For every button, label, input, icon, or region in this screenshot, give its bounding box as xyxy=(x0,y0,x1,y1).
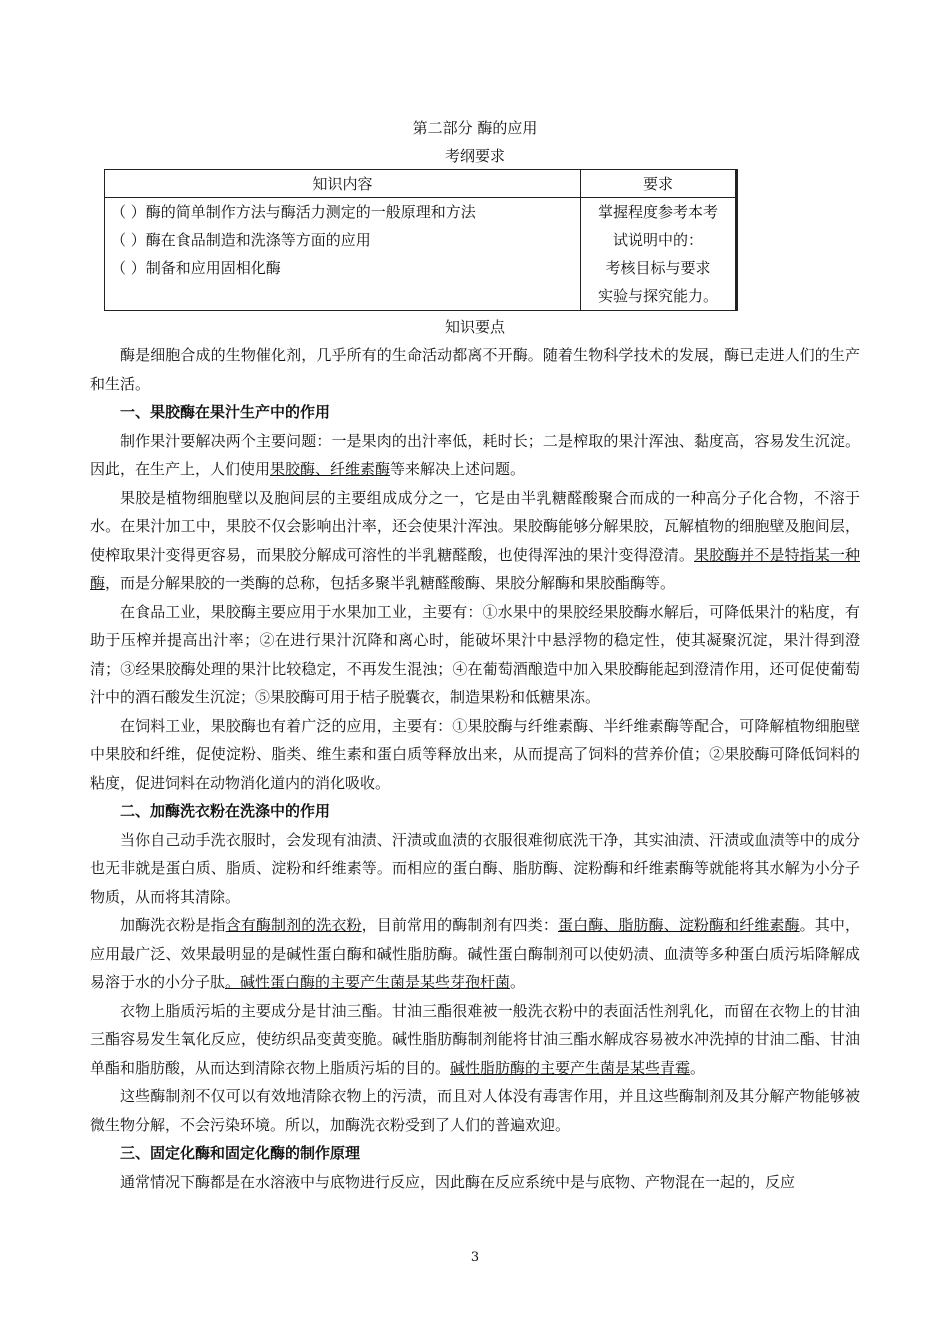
requirement-line: 考核目标与要求 xyxy=(605,259,711,277)
text-run: 。 xyxy=(690,1058,706,1077)
requirement-line: 掌握程度参考本考 xyxy=(597,203,718,221)
underlined-text: 果胶酶、纤维素酶 xyxy=(270,460,391,478)
paragraph: 当你自己动手洗衣服时，会发现有油渍、汗渍或血渍的衣服很难彻底洗干净，其实油渍、汗渍或血渍等中的成分也无非就是蛋白质、脂质、淀粉和纤维素等。而相应的蛋白酶、脂肪酶、淀粉酶和纤维素酶等就能将其水解为小分子物质，从而将其清除。 xyxy=(90,830,860,906)
text-run: 加酶洗衣粉是指 xyxy=(120,916,226,934)
underlined-text: 果胶酶并不是特指某一种酶 xyxy=(90,545,860,592)
text-run: ，而是分解果胶的一类酶的总称，包括多聚半乳糖醛酸酶、果胶分解酶和果胶酯酶等。 xyxy=(105,574,676,592)
paragraph: 在食品工业，果胶酶主要应用于水果加工业，主要有：①水果中的果胶经果胶酶水解后，可降低果汁的粘度，有助于压榨并提高出汁率；②在进行果汁沉降和离心时，能破坏果汁中悬浮物的稳定性，使其凝聚沉淀，果汁得到澄清；③经果胶酶处理的果汁比较稳定，不再发生混浊；④在葡萄酒酿造中加入果胶酶能起到澄清作用，还可促使葡萄汁中的酒石酸发生沉淀；⑤果胶酶可用于桔子脱囊衣，制造果粉和低糖果冻。 xyxy=(90,602,860,706)
table-item: （ ）酶的简单制作方法与酶活力测定的一般原理和方法 xyxy=(111,203,476,221)
table-item: （ ）制备和应用固相化酶 xyxy=(111,259,281,277)
knowledge-title: 知识要点 xyxy=(444,318,505,336)
table-content-cell xyxy=(105,198,581,311)
paragraph xyxy=(90,484,860,598)
paragraph xyxy=(90,427,860,484)
underlined-text: 蛋白酶、脂肪酶、淀粉酶和纤维素酶 xyxy=(558,916,800,934)
underlined-text: 碱性脂肪酶的主要产生菌是某些青霉 xyxy=(450,1058,691,1077)
requirements-table xyxy=(104,169,738,311)
table-header-content: 知识内容 xyxy=(105,170,581,198)
section-heading: 三、固定化酶和固定化酶的制作原理 xyxy=(120,1144,361,1162)
text-run: 。 xyxy=(510,973,526,991)
underlined-text: 。碱性蛋白酶的主要产生菌是某些芽孢杆菌 xyxy=(225,973,511,991)
paragraph: 在饲料工业，果胶酶也有着广泛的应用，主要有：①果胶酶与纤维素酶、半纤维素酶等配合，可降解植物细胞壁中果胶和纤维，促使淀粉、脂类、维生素和蛋白质等释放出来，从而提高了饲料的营养价值；②果胶酶可降低饲料的粘度，促进饲料在动物消化道内的消化吸收。 xyxy=(90,716,860,792)
table-requirement-cell xyxy=(581,198,737,311)
intro-paragraph: 酶是细胞合成的生物催化剂，几乎所有的生命活动都离不开酶。随着生物科学技术的发展，酶已走进人们的生产和生活。 xyxy=(90,346,860,393)
requirement-line: 试说明中的： xyxy=(612,231,703,249)
text-run: 制作果汁要解决两个主要问题：一是果肉的出汁率低，耗时长；二是榨取的果汁浑浊、黏度高，容易发生沉淀。因此，在生产上，人们使用 xyxy=(90,431,860,478)
table-item: （ ）酶在食品制造和洗涤等方面的应用 xyxy=(111,231,371,249)
text-run: 等来解决上述问题。 xyxy=(390,460,526,478)
paragraph xyxy=(90,911,860,997)
page-title: 第二部分 酶的应用 xyxy=(412,119,538,137)
body-text xyxy=(90,341,860,1196)
text-run: 果胶是植物细胞壁以及胞间层的主要组成成分之一，它是由半乳糖醛酸聚合而成的一种高分子化合物，不溶于水。在果汁加工中，果胶不仅会影响出汁率，还会使果汁浑浊。果胶酶能够分解果胶，瓦解植物的细胞壁及胞间层，使榨取果汁变得更容易，而果胶分解成可溶性的半乳糖醛酸，也使得浑浊的果汁变得澄清。 xyxy=(90,488,860,564)
text-run: ，目前常用的酶制剂有四类： xyxy=(361,916,558,934)
paragraph xyxy=(90,997,860,1083)
page-number: 3 xyxy=(470,1250,480,1265)
text-run: 衣物上脂质污垢的主要成分是甘油三酯。甘油三酯很难被一般洗衣粉中的表面活性剂乳化，而留在衣物上的甘油三酯容易发生氧化反应，使纺织品变黄变脆。碱性脂肪酶制剂能将甘油三酯水解成容易被水冲洗掉的甘油二酯、甘油单酯和脂肪酸，从而达到清除衣物上脂质污垢的目的。 xyxy=(90,1001,860,1077)
section-heading: 二、加酶洗衣粉在洗涤中的作用 xyxy=(120,802,331,820)
paragraph: 这些酶制剂不仅可以有效地清除衣物上的污渍，而且对人体没有毒害作用，并且这些酶制剂及其分解产物能够被微生物分解，不会污染环境。所以，加酶洗衣粉受到了人们的普遍欢迎。 xyxy=(90,1087,860,1134)
text-run: 。其中，应用最广泛、效果最明显的是碱性蛋白酶和碱性脂肪酶。碱性蛋白酶制剂可以使奶渍、血渍等多种蛋白质污垢降解成易溶于水的小分子肽 xyxy=(90,916,860,991)
requirement-line: 实验与探究能力。 xyxy=(597,287,718,305)
paragraph: 通常情况下酶都是在水溶液中与底物进行反应，因此酶在反应系统中是与底物、产物混在一起的，反应 xyxy=(120,1172,796,1191)
section-heading: 一、果胶酶在果汁生产中的作用 xyxy=(120,403,331,421)
underlined-text: 含有酶制剂的洗衣粉 xyxy=(225,916,362,934)
page-subtitle: 考纲要求 xyxy=(444,147,505,165)
table-header-requirement: 要求 xyxy=(581,170,737,198)
